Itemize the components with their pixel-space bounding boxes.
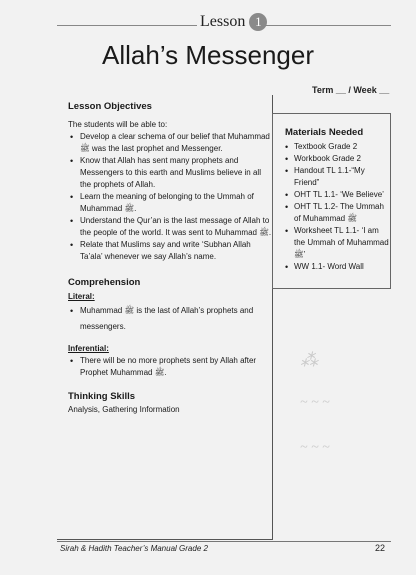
inferential-list [68, 355, 273, 379]
objectives-list [68, 131, 273, 263]
thinking-heading: Thinking Skills [68, 391, 136, 402]
objective-item: • Know that Allah has sent many prophets and Messengers to this earth and Muslims believe in all the prophets of Allah. [68, 155, 273, 191]
lesson-banner [200, 13, 267, 31]
header-rule-right [265, 25, 391, 26]
material-item: • Worksheet TL 1.1- ‘I am the Ummah of Muhammad ﷺ’ [285, 225, 389, 261]
comprehension-heading: Comprehension [68, 277, 141, 288]
bleed-through-decoration: ~ ~ ~ [300, 395, 330, 410]
objective-item: • Understand the Qur’an is the last message of Allah to the people of the world. It was sent to Muhammad ﷺ. [68, 215, 273, 239]
page-title: Allah’s Messenger [102, 40, 314, 70]
materials-column [285, 127, 389, 273]
objectives-intro: The students will be able to: [68, 120, 168, 129]
literal-list [68, 303, 273, 335]
bleed-through-decoration: ~ ~ ~ [300, 440, 330, 455]
objective-item: • Relate that Muslims say and write ‘Subhan Allah Ta’ala’ whenever we say Allah’s name. [68, 239, 273, 263]
objective-item: • Develop a clear schema of our belief that Muhammad ﷺ was the last prophet and Messenger. [68, 131, 273, 155]
lesson-label: Lesson [200, 13, 246, 30]
material-item: • Workbook Grade 2 [285, 153, 389, 165]
materials-heading: Materials Needed [285, 127, 364, 138]
inferential-label: Inferential: [68, 344, 109, 353]
term-week: Term __ / Week __ [312, 85, 390, 95]
footer-title: Sirah & Hadith Teacher’s Manual Grade 2 [60, 544, 208, 553]
materials-list [285, 141, 389, 273]
literal-label: Literal: [68, 292, 95, 301]
objectives-heading: Lesson Objectives [68, 101, 152, 112]
material-item: • WW 1.1- Word Wall [285, 261, 389, 273]
lesson-number-badge: 1 [249, 13, 267, 31]
inferential-item: • There will be no more prophets sent by Allah after Prophet Muhammad ﷺ. [68, 355, 273, 379]
objective-item: • Learn the meaning of belonging to the Ummah of Muhammad ﷺ. [68, 191, 273, 215]
material-item: • Textbook Grade 2 [285, 141, 389, 153]
material-item: • OHT TL 1.1- ‘We Believe’ [285, 189, 389, 201]
material-item: • Handout TL 1.1-“My Friend” [285, 165, 389, 189]
left-column [68, 101, 273, 416]
thinking-text: Analysis, Gathering Information [68, 405, 180, 414]
literal-item: • Muhammad ﷺ is the last of Allah’s prophets and messengers. [68, 303, 273, 335]
header-rule-left [57, 25, 197, 26]
material-item: • OHT TL 1.2- The Ummah of Muhammad ﷺ [285, 201, 389, 225]
page-number: 22 [375, 543, 386, 553]
bleed-through-decoration: ⁂ [300, 350, 318, 370]
